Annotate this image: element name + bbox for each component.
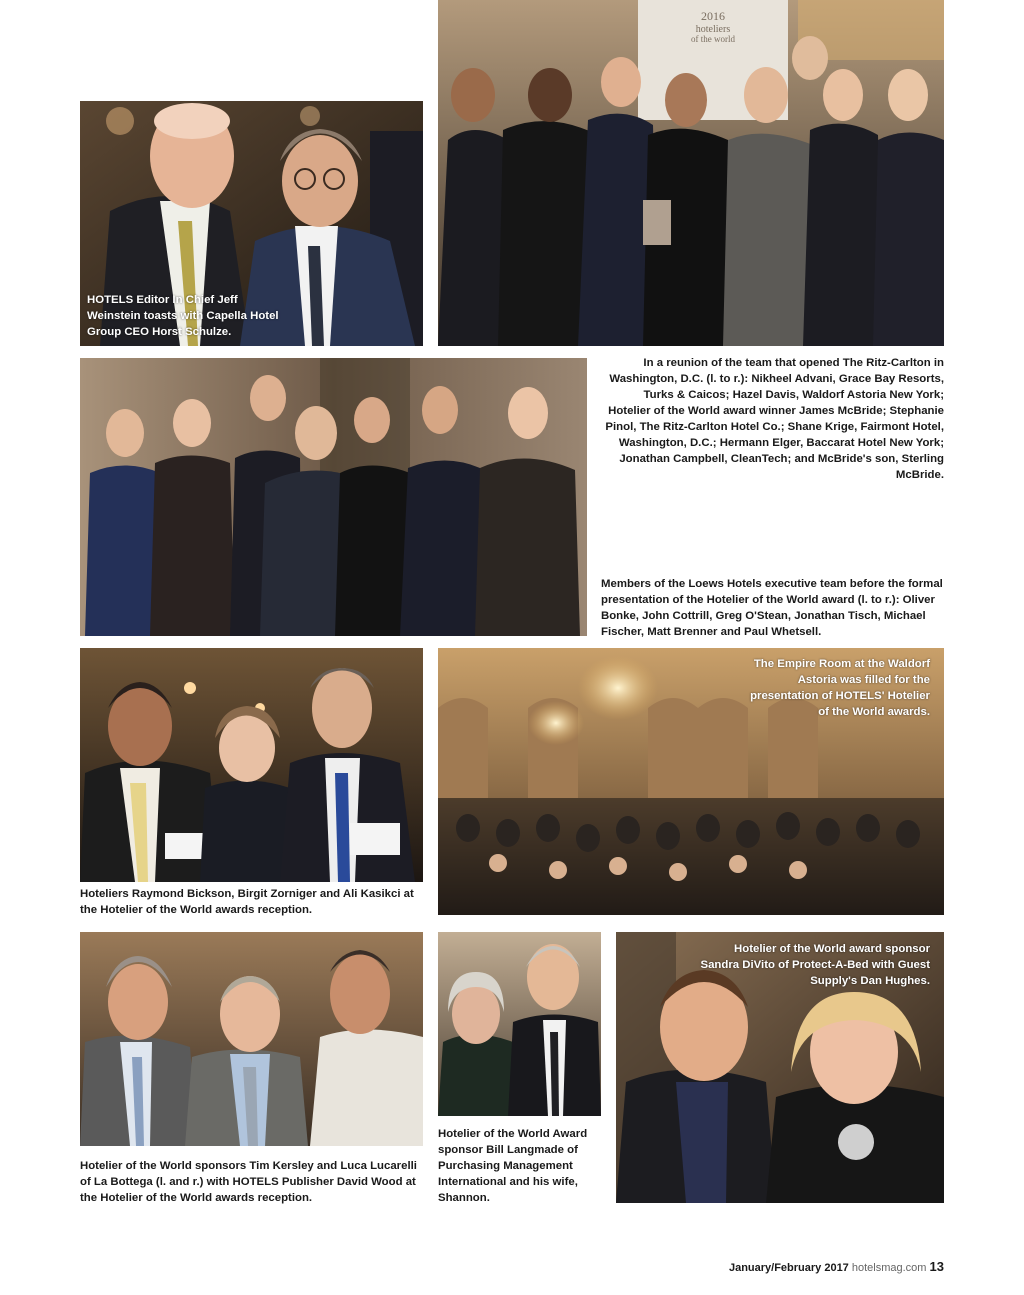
banner-name: hoteliers — [695, 24, 731, 35]
photo-bickson-zorniger-kasikci — [80, 648, 423, 882]
photo-loews-executive-team — [80, 358, 587, 636]
banner-sub: of the world — [691, 34, 735, 44]
photo-caption: Members of the Loews Hotels executive team before the formal presentation of the Hotelier of the World award (l. to r.): Oliver Bonke, John Cottrill, Greg O'Stean, Jonathan Tisch, Michael Fischer, Matt Brenner and Paul Whetsell. — [601, 578, 943, 638]
photo-caption: In a reunion of the team that opened The Ritz-Carlton in Washington, D.C. (l. to r.): Nikheel Advani, Grace Bay Resorts, Turks & Caicos; Hazel Davis, Waldorf Astoria New York; Hotelier of the World award winner James McBride; Stephanie Pinol, The Ritz-Carlton Hotel Co.; Shane Krige, Fairmont Hotel, Washington, D.C.; Hermann Elger, Baccarat Hotel New York; Jonathan Campbell, CleanTech; and McBride's son, Sterling McBride. — [605, 357, 944, 481]
photo-caption: HOTELS Editor In Chief Jeff Weinstein toasts with Capella Hotel Group CEO Horst Schulze. — [87, 294, 279, 338]
photo-langmade-couple — [438, 932, 601, 1116]
photo-caption: Hoteliers Raymond Bickson, Birgit Zorniger and Ali Kasikci at the Hotelier of the World awards reception. — [80, 888, 414, 916]
banner-year: 2016 — [701, 9, 725, 23]
photo-caption: The Empire Room at the Waldorf Astoria was filled for the presentation of HOTELS' Hotelier of the World awards. — [750, 658, 930, 718]
photo-caption: Hotelier of the World sponsors Tim Kersley and Luca Lucarelli of La Bottega (l. and r.) with HOTELS Publisher David Wood at the Hotelier of the World awards reception. — [80, 1160, 417, 1204]
issue-date: January/February 2017 — [728, 1262, 849, 1274]
photo-caption: Hotelier of the World Award sponsor Bill Langmade of Purchasing Management International and his wife, Shannon. — [438, 1128, 588, 1204]
photo-ritz-carlton-reunion — [438, 0, 944, 346]
photo-kersley-wood-lucarelli — [80, 932, 423, 1146]
page-number: 13 — [929, 1259, 944, 1274]
photo-caption: Hotelier of the World award sponsor Sandra DiVito of Protect-A-Bed with Guest Supply's Dan Hughes. — [700, 943, 930, 987]
page-footer — [729, 1259, 944, 1274]
website: hotelsmag.com — [851, 1262, 927, 1274]
